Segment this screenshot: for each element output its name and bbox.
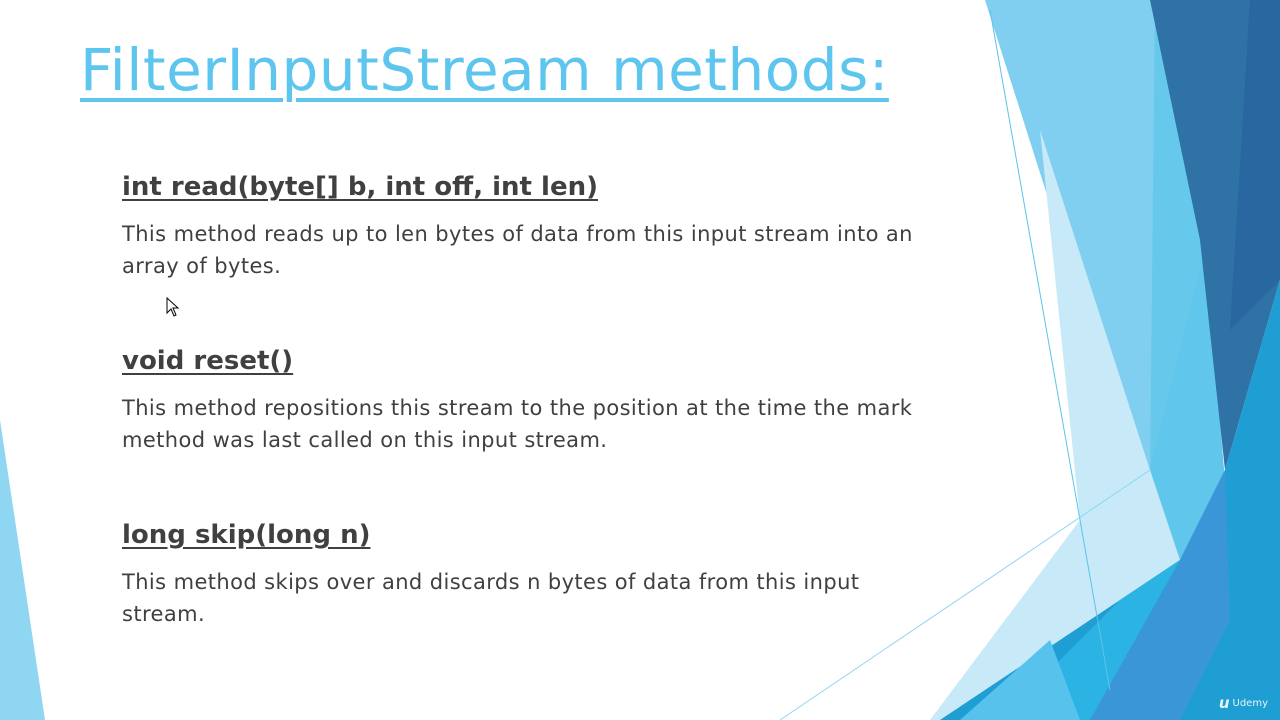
method-signature: int read(byte[] b, int off, int len) bbox=[122, 172, 598, 202]
method-description: This method skips over and discards n bytes of data from this input stream. bbox=[122, 570, 860, 626]
method-description: This method reads up to len bytes of data from this input stream into an array of bytes. bbox=[122, 222, 913, 278]
udemy-watermark bbox=[1219, 694, 1268, 712]
watermark-text: Udemy bbox=[1232, 697, 1268, 709]
method-reset bbox=[122, 346, 922, 456]
method-skip bbox=[122, 520, 922, 630]
method-signature: void reset() bbox=[122, 346, 294, 376]
mouse-cursor-icon bbox=[166, 297, 180, 317]
method-signature: long skip(long n) bbox=[122, 520, 371, 550]
method-read bbox=[122, 172, 922, 282]
udemy-logo-icon: u bbox=[1218, 694, 1230, 712]
method-description: This method repositions this stream to the position at the time the mark method was last called on this input stream. bbox=[122, 396, 913, 452]
slide-title: FilterInputStream methods: bbox=[80, 36, 889, 104]
